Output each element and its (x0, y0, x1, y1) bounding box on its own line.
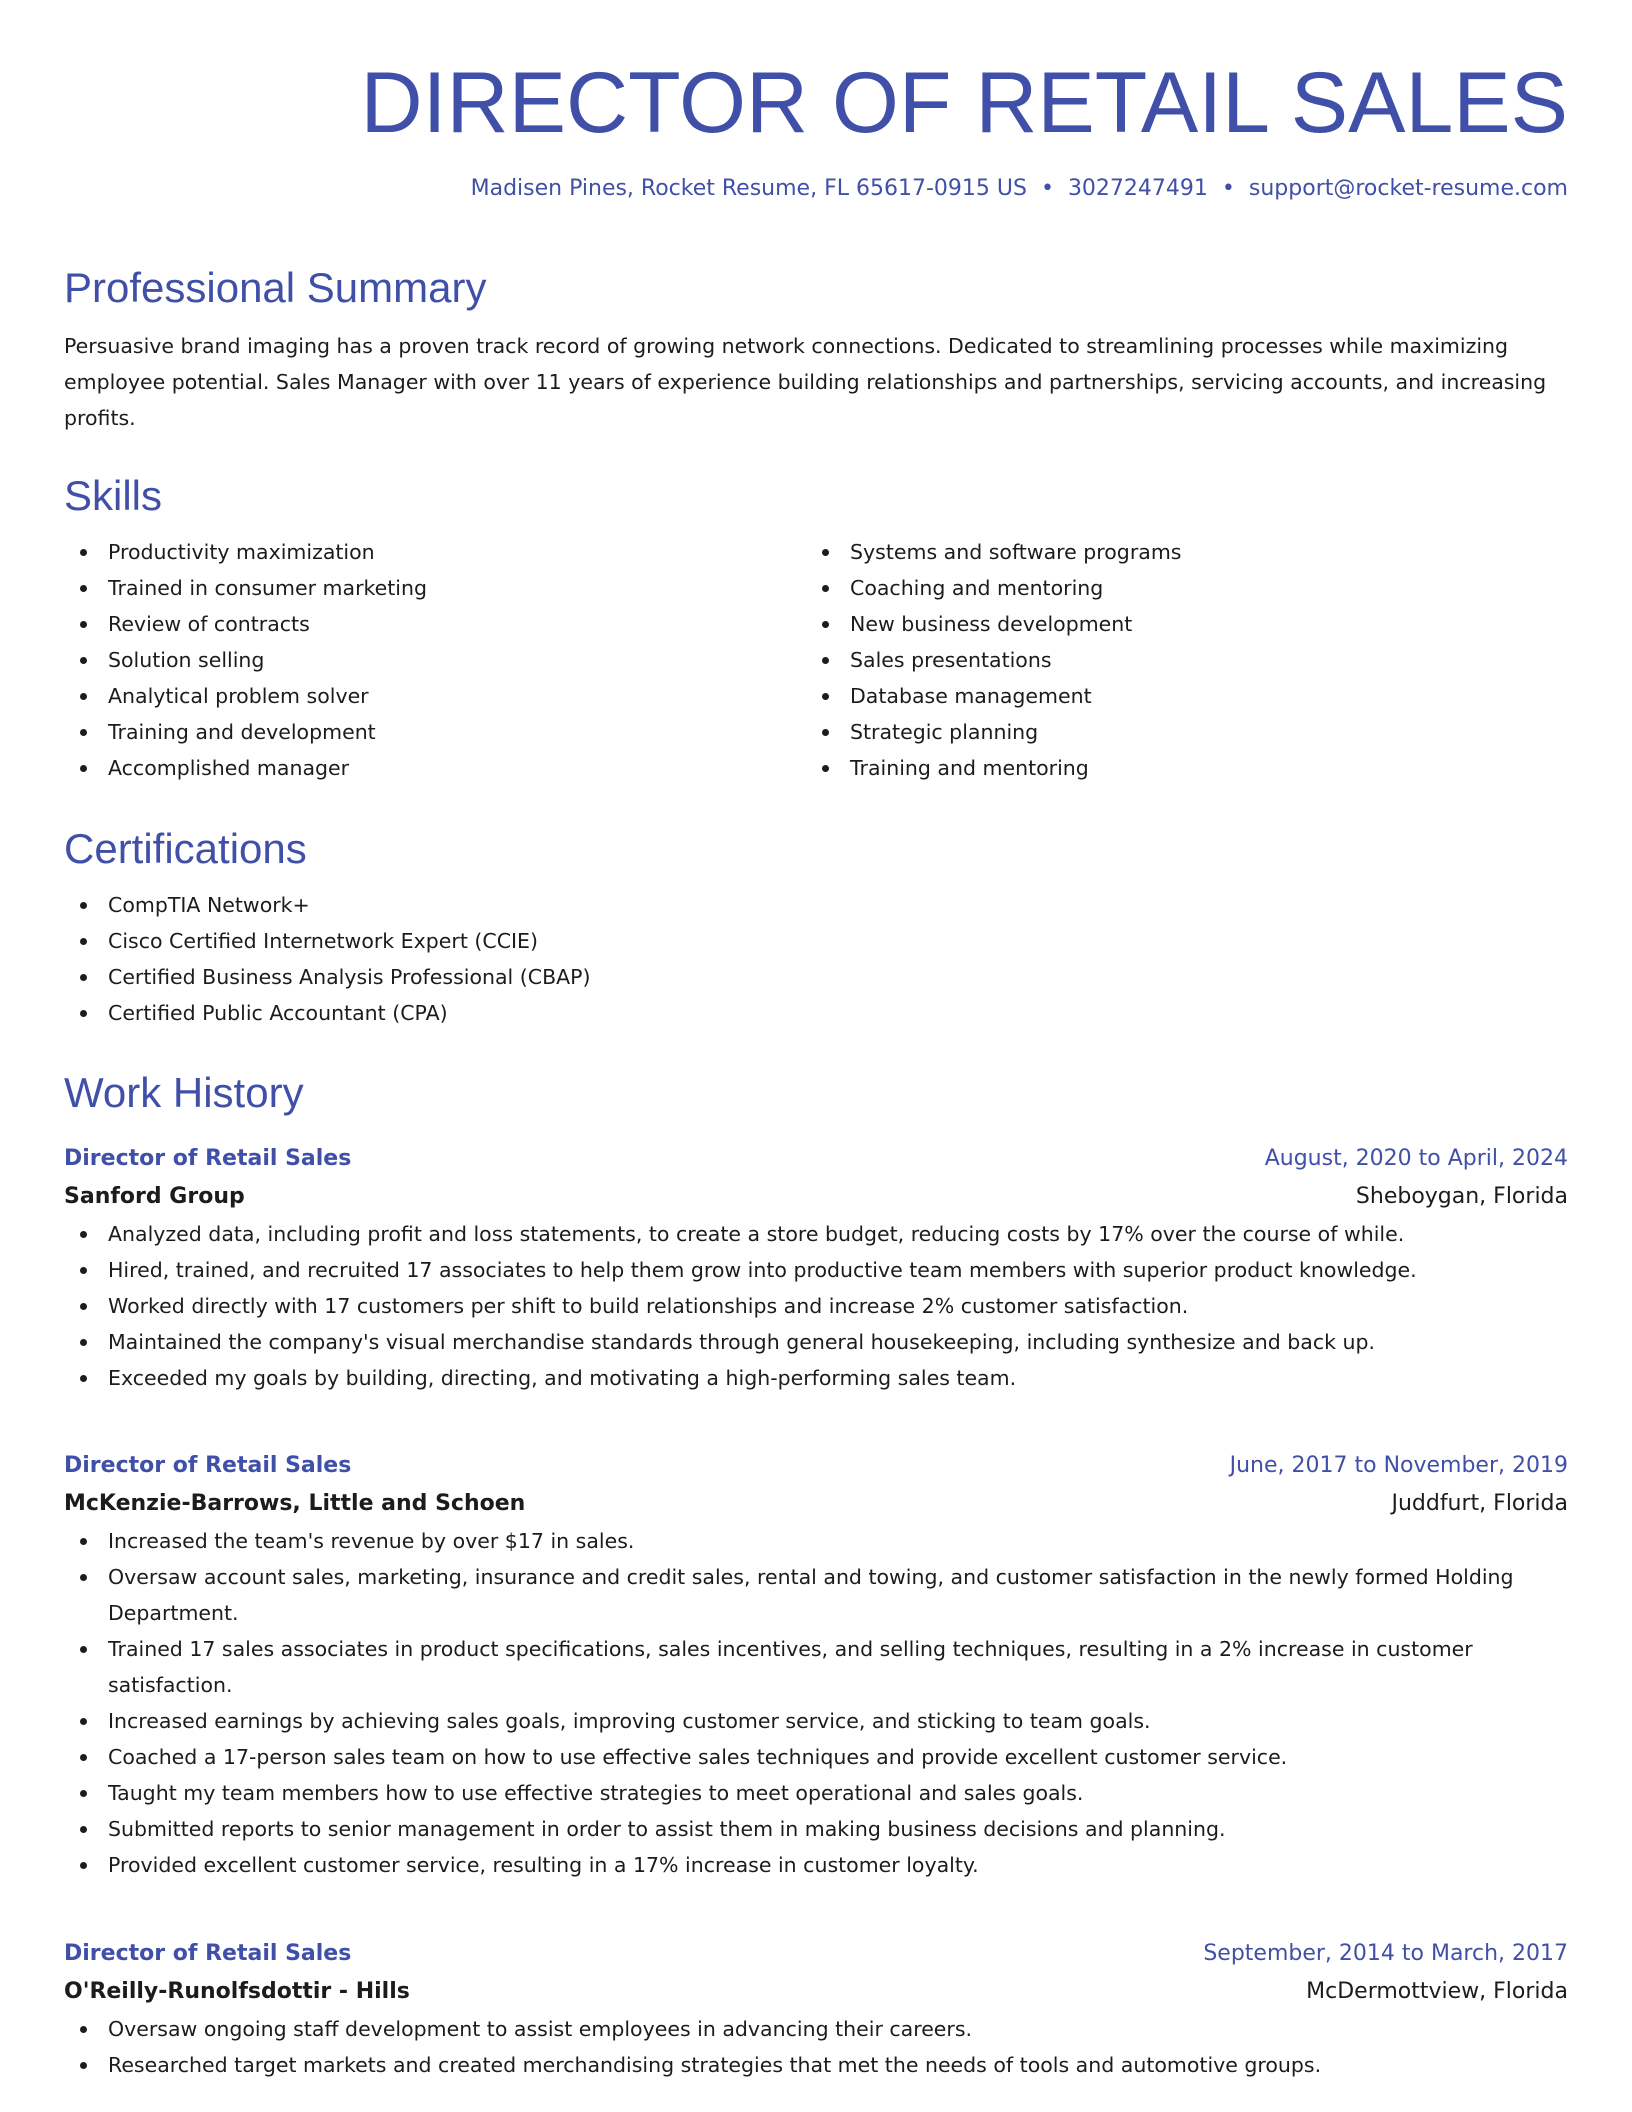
job-location: Sheboygan, Florida (1355, 1184, 1568, 1209)
job-bullet: Increased the team's revenue by over $17 in sales. (64, 1523, 1568, 1559)
job-location: Juddfurt, Florida (1391, 1491, 1568, 1516)
certifications-heading: Certifications (64, 825, 307, 872)
job-company-row (64, 1178, 1568, 1216)
job-company: McKenzie-Barrows, Little and Schoen (64, 1491, 526, 1516)
skills-list-left (64, 534, 806, 786)
work-history-section (64, 1067, 1568, 1119)
job-bullet: Oversaw account sales, marketing, insurance and credit sales, rental and towing, and customer satisfaction in the newly formed Holding Department. (64, 1559, 1568, 1631)
job-entry (64, 1140, 1568, 1396)
job-title: Director of Retail Sales (64, 1941, 352, 1966)
job-company-row (64, 1973, 1568, 2011)
job-dates: September, 2014 to March, 2017 (1203, 1941, 1568, 1966)
job-entry (64, 1447, 1568, 1883)
skills-section (64, 470, 1568, 786)
skills-grid (64, 534, 1568, 786)
certification-item: CompTIA Network+ (64, 887, 1568, 923)
contact-address: Madisen Pines, Rocket Resume, FL 65617-0915 US (470, 176, 1027, 201)
job-title-row (64, 1140, 1568, 1178)
job-bullet: Analyzed data, including profit and loss statements, to create a store budget, reducing costs by 17% over the course of while. (64, 1216, 1568, 1252)
job-entry (64, 1935, 1568, 2083)
job-dates: August, 2020 to April, 2024 (1264, 1146, 1568, 1171)
skill-item: Review of contracts (64, 606, 806, 642)
skill-item: Training and development (64, 714, 806, 750)
summary-heading: Professional Summary (64, 264, 487, 311)
job-bullet: Submitted reports to senior management in order to assist them in making business decisions and planning. (64, 1811, 1568, 1847)
certification-item: Certified Public Accountant (CPA) (64, 995, 1568, 1031)
skill-item: Accomplished manager (64, 750, 806, 786)
job-company: Sanford Group (64, 1184, 245, 1209)
job-bullet: Oversaw ongoing staff development to assist employees in advancing their careers. (64, 2011, 1568, 2047)
job-dates: June, 2017 to November, 2019 (1229, 1453, 1568, 1478)
job-bullet: Researched target markets and created merchandising strategies that met the needs of tools and automotive groups. (64, 2047, 1568, 2083)
page-title: DIRECTOR OF RETAIL SALES (360, 55, 1568, 151)
job-bullet: Taught my team members how to use effective strategies to meet operational and sales goals. (64, 1775, 1568, 1811)
job-bullets (64, 2011, 1568, 2083)
certification-item: Certified Business Analysis Professional (CBAP) (64, 959, 1568, 995)
skill-item: Sales presentations (806, 642, 1548, 678)
job-title: Director of Retail Sales (64, 1453, 352, 1478)
resume-page (64, 0, 1568, 2077)
contact-separator: • (1221, 176, 1235, 201)
certification-item: Cisco Certified Internetwork Expert (CCIE) (64, 923, 1568, 959)
summary-section (64, 262, 1568, 436)
job-bullet: Provided excellent customer service, resulting in a 17% increase in customer loyalty. (64, 1847, 1568, 1883)
skill-item: Systems and software programs (806, 534, 1548, 570)
job-bullets (64, 1216, 1568, 1396)
skill-item: Training and mentoring (806, 750, 1548, 786)
skill-item: Coaching and mentoring (806, 570, 1548, 606)
contact-phone: 3027247491 (1067, 176, 1208, 201)
job-title: Director of Retail Sales (64, 1146, 352, 1171)
job-bullets (64, 1523, 1568, 1883)
work-history-heading: Work History (64, 1069, 304, 1116)
skill-item: Productivity maximization (64, 534, 806, 570)
skill-item: Solution selling (64, 642, 806, 678)
job-bullet: Coached a 17-person sales team on how to use effective sales techniques and provide excellent customer service. (64, 1739, 1568, 1775)
contact-email: support@rocket-resume.com (1248, 176, 1568, 201)
job-company-row (64, 1485, 1568, 1523)
job-bullet: Increased earnings by achieving sales goals, improving customer service, and sticking to team goals. (64, 1703, 1568, 1739)
certifications-section (64, 823, 1568, 1031)
summary-text: Persuasive brand imaging has a proven track record of growing network connections. Dedicated to streamlining processes while maximizing employee potential. Sales Manager with over 11 years of experience building relationships and partnerships, servicing accounts, and increasing profits. (64, 334, 1547, 430)
job-bullet: Trained 17 sales associates in product specifications, sales incentives, and selling techniques, resulting in a 2% increase in customer satisfaction. (64, 1631, 1568, 1703)
job-location: McDermottview, Florida (1306, 1979, 1568, 2004)
certifications-list (64, 887, 1568, 1031)
resume-header (64, 0, 1568, 205)
skills-heading: Skills (64, 472, 163, 519)
skill-item: New business development (806, 606, 1548, 642)
skill-item: Analytical problem solver (64, 678, 806, 714)
job-bullet: Maintained the company's visual merchandise standards through general housekeeping, including synthesize and back up. (64, 1324, 1568, 1360)
skills-list-right (806, 534, 1548, 786)
job-bullet: Hired, trained, and recruited 17 associates to help them grow into productive team members with superior product knowledge. (64, 1252, 1568, 1288)
contact-line (64, 173, 1568, 205)
job-company: O'Reilly-Runolfsdottir - Hills (64, 1979, 410, 2004)
skill-item: Strategic planning (806, 714, 1548, 750)
skill-item: Database management (806, 678, 1548, 714)
job-title-row (64, 1447, 1568, 1485)
job-bullet: Worked directly with 17 customers per shift to build relationships and increase 2% customer satisfaction. (64, 1288, 1568, 1324)
skill-item: Trained in consumer marketing (64, 570, 806, 606)
contact-separator: • (1040, 176, 1054, 201)
job-bullet: Exceeded my goals by building, directing, and motivating a high-performing sales team. (64, 1360, 1568, 1396)
job-title-row (64, 1935, 1568, 1973)
